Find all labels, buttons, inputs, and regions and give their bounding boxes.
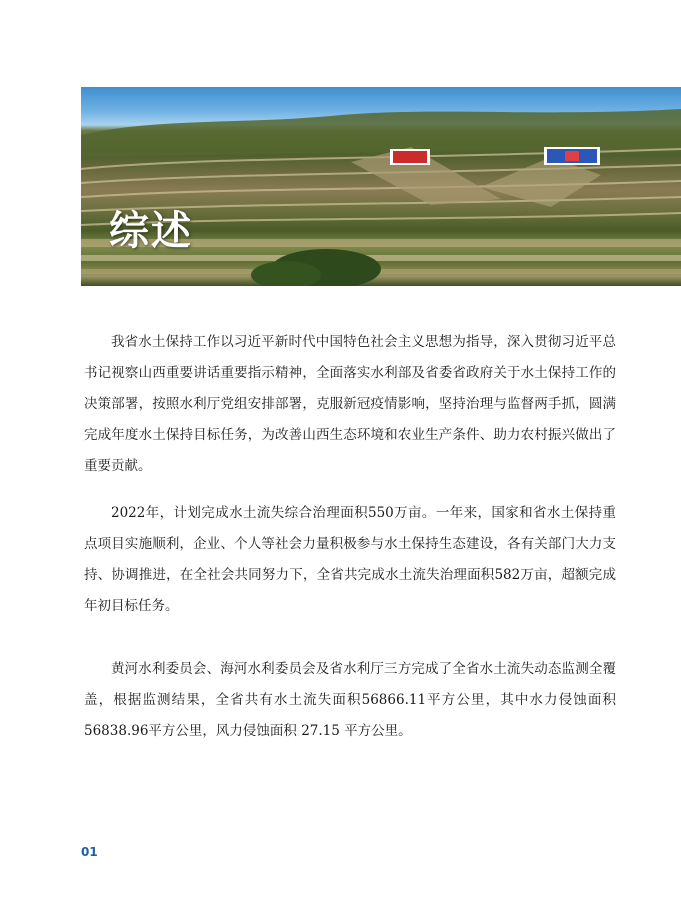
hero-banner-image xyxy=(81,87,681,286)
paragraph-monitoring: 黄河水利委员会、海河水利委员会及省水利厅三方完成了全省水土流失动态监测全覆盖，根据监测结果，全省共有水土流失面积56866.11平方公里，其中水力侵蚀面积56838.96平方公里，风力侵蚀面积 27.15 平方公里。 xyxy=(84,661,616,739)
hillside-sign-left xyxy=(390,149,430,165)
section-title: 综述 xyxy=(109,208,193,254)
paragraph-overview: 我省水土保持工作以习近平新时代中国特色社会主义思想为指导，深入贯彻习近平总书记视察山西重要讲话重要指示精神，全面落实水利部及省委省政府关于水土保持工作的决策部署，按照水利厅党组安排部署，克服新冠疫情影响，坚持治理与监督两手抓，圆满完成年度水土保持目标任务，为改善山西生态环境和农业生产条件、助力农村振兴做出了重要贡献。 xyxy=(84,334,616,474)
paragraph-2022-governance: 2022年，计划完成水土流失综合治理面积550万亩。一年来，国家和省水土保持重点项目实施顺利，企业、个人等社会力量积极参与水土保持生态建设，各有关部门大力支持、协调推进，在全社会共同努力下，全省共完成水土流失治理面积582万亩，超额完成年初目标任务。 xyxy=(84,505,616,614)
page-number: 01 xyxy=(81,845,98,859)
terraced-hillside-illustration xyxy=(81,87,681,286)
hillside-sign-right xyxy=(544,147,600,165)
